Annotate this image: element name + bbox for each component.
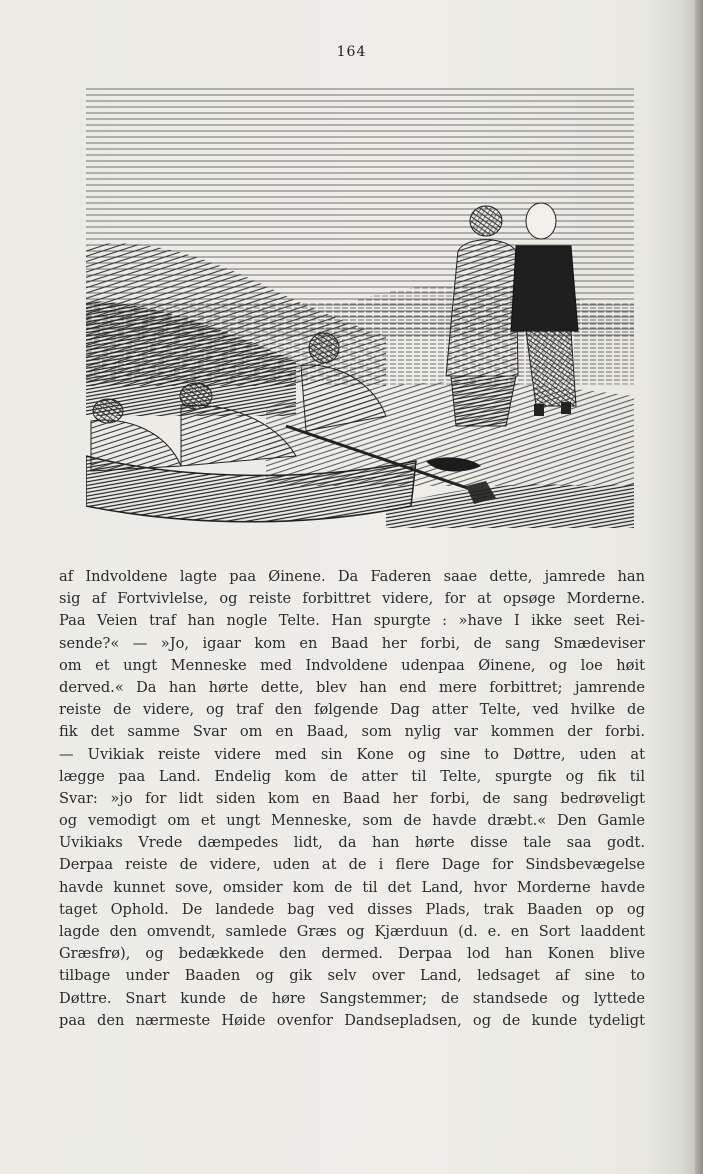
text-line: fik det samme Svar om en Baad, som nylig var kommen der forbi. <box>59 723 645 741</box>
text-line: tilbage under Baaden og gik selv over Land, ledsaget af sine to <box>59 967 645 985</box>
text-line: paa den nærmeste Høide ovenfor Dandsepladsen, og de kunde tydeligt <box>59 1011 645 1029</box>
text-line: derved.« Da han hørte dette, blev han end mere forbittret; jamrende <box>59 678 645 696</box>
engraving-illustration <box>86 86 634 528</box>
text-line: Svar: »jo for lidt siden kom en Baad her forbi, de sang bedrøveligt <box>59 789 645 807</box>
text-line: — Uvikiak reiste videre med sin Kone og sine to Døttre, uden at <box>59 745 645 763</box>
book-spine-edge <box>695 0 703 1174</box>
text-line: taget Ophold. De landede bag ved disses Plads, trak Baaden op og <box>59 900 645 918</box>
text-line: lagde den omvendt, samlede Græs og Kjærduun (d. e. en Sort laaddent <box>59 923 645 940</box>
text-line: sende?« — »Jo, igaar kom en Baad her forbi, de sang Smædeviser <box>59 634 645 652</box>
text-line: lægge paa Land. Endelig kom de atter til Telte, spurgte og fik til <box>59 767 645 785</box>
text-line: af Indvoldene lagte paa Øinene. Da Faderen saae dette, jamrede han <box>59 568 645 585</box>
text-line: havde kunnet sove, omsider kom de til det Land, hvor Morderne havde <box>59 878 645 896</box>
text-line: Derpaa reiste de videre, uden at de i flere Dage for Sindsbevægelse <box>59 856 645 874</box>
page-number: 164 <box>336 44 367 60</box>
text-line: sig af Fortvivlelse, og reiste forbittret videre, for at opsøge Morderne. <box>59 590 645 608</box>
text-line: om et ungt Menneske med Indvoldene udenpaa Øinene, og loe høit <box>59 656 645 674</box>
text-line: reiste de videre, og traf den følgende Dag atter Telte, ved hvilke de <box>59 701 645 719</box>
text-line: Græsfrø), og bedækkede den dermed. Derpaa lod han Konen blive <box>59 945 645 963</box>
text-line: og vemodigt om et ungt Menneske, som de havde dræbt.« Den Gamle <box>59 812 645 830</box>
foreground-shore <box>386 484 634 528</box>
text-line: Døttre. Snart kunde de høre Sangstemmer; de standsede og lyttede <box>59 989 645 1007</box>
body-text <box>59 566 645 1032</box>
text-line: Uvikiaks Vrede dæmpedes lidt, da han hørte disse tale saa godt. <box>59 834 645 852</box>
text-line: Paa Veien traf han nogle Telte. Han spurgte : »have I ikke seet Rei- <box>59 612 645 630</box>
